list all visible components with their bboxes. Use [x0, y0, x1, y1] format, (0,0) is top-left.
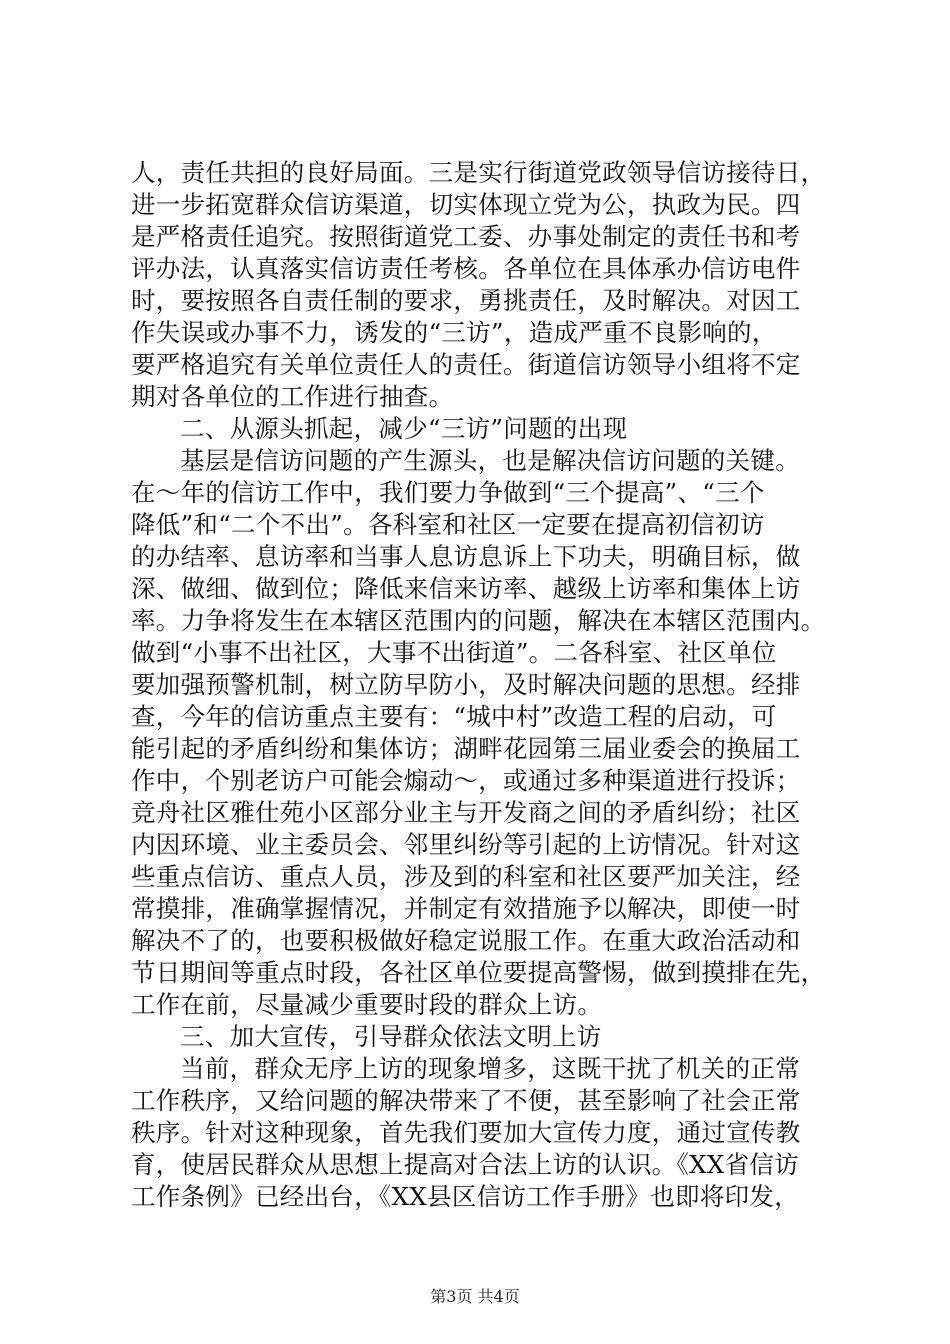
text-line: 深、做细、做到位；降低来信来访率、越级上访率和集体上访 — [131, 574, 801, 603]
text-line: 二、从源头抓起，减少“三访”问题的出现 — [180, 414, 628, 443]
page-footer: 第3页 共4页 — [430, 1287, 520, 1306]
text-line: 秩序。针对这种现象，首先我们要加大宣传力度，通过宣传教 — [131, 1118, 801, 1147]
text-line: 期对各单位的工作进行抽查。 — [131, 382, 454, 411]
text-line: 些重点信访、重点人员，涉及到的科室和社区要严加关注，经 — [131, 862, 801, 891]
text-line: 率。力争将发生在本辖区范围内的问题，解决在本辖区范围内。 — [131, 606, 826, 635]
text-line: 的办结率、息访率和当事人息访息诉上下功夫，明确目标，做 — [131, 542, 801, 571]
text-line: 做到“小事不出社区，大事不出街道”。二各科室、社区单位 — [131, 638, 777, 667]
text-line: 竞舟社区雅仕苑小区部分业主与开发商之间的矛盾纠纷；社区 — [131, 798, 801, 827]
text-line: 人，责任共担的良好局面。三是实行街道党政领导信访接待日， — [131, 158, 826, 187]
text-line: 评办法，认真落实信访责任考核。各单位在具体承办信访电件 — [131, 254, 801, 283]
text-line: 当前，群众无序上访的现象增多，这既干扰了机关的正常 — [180, 1054, 800, 1083]
text-line: 基层是信访问题的产生源头，也是解决信访问题的关键。 — [180, 446, 800, 475]
text-line: 降低”和“二个不出”。各科室和社区一定要在提高初信初访 — [131, 510, 765, 539]
text-line: 进一步拓宽群众信访渠道，切实体现立党为公，执政为民。四 — [131, 190, 801, 219]
text-line: 是严格责任追究。按照街道党工委、办事处制定的责任书和考 — [131, 222, 801, 251]
text-line: 工作条例》已经出台，《XX县区信访工作手册》也即将印发， — [131, 1182, 800, 1211]
text-line: 常摸排，准确掌握情况，并制定有效措施予以解决，即使一时 — [131, 894, 801, 923]
text-line: 时，要按照各自责任制的要求，勇挑责任，及时解决。对因工 — [131, 286, 801, 315]
text-line: 能引起的矛盾纠纷和集体访；湖畔花园第三届业委会的换届工 — [131, 734, 801, 763]
text-line: 要严格追究有关单位责任人的责任。街道信访领导小组将不定 — [131, 350, 801, 379]
text-line: 解决不了的，也要积极做好稳定说服工作。在重大政治活动和 — [131, 926, 801, 955]
text-line: 查，今年的信访重点主要有：“城中村”改造工程的启动，可 — [131, 702, 777, 731]
text-line: 作失误或办事不力，诱发的“三访”，造成严重不良影响的， — [131, 318, 777, 347]
text-line: 在～年的信访工作中，我们要力争做到“三个提高”、“三个 — [131, 478, 765, 507]
text-line: 内因环境、业主委员会、邻里纠纷等引起的上访情况。针对这 — [131, 830, 801, 859]
text-line: 作中，个别老访户可能会煽动～，或通过多种渠道进行投诉； — [131, 766, 801, 795]
text-line: 工作秩序，又给问题的解决带来了不便，甚至影响了社会正常 — [131, 1086, 801, 1115]
text-line: 三、加大宣传，引导群众依法文明上访 — [180, 1022, 602, 1051]
text-line: 节日期间等重点时段，各社区单位要提高警惕，做到摸排在先， — [131, 958, 826, 987]
text-line: 工作在前，尽量减少重要时段的群众上访。 — [131, 990, 603, 1019]
document-body — [131, 157, 831, 1213]
text-line: 育，使居民群众从思想上提高对合法上访的认识。《XX省信访 — [131, 1150, 800, 1179]
text-line: 要加强预警机制，树立防早防小，及时解决问题的思想。经排 — [131, 670, 801, 699]
